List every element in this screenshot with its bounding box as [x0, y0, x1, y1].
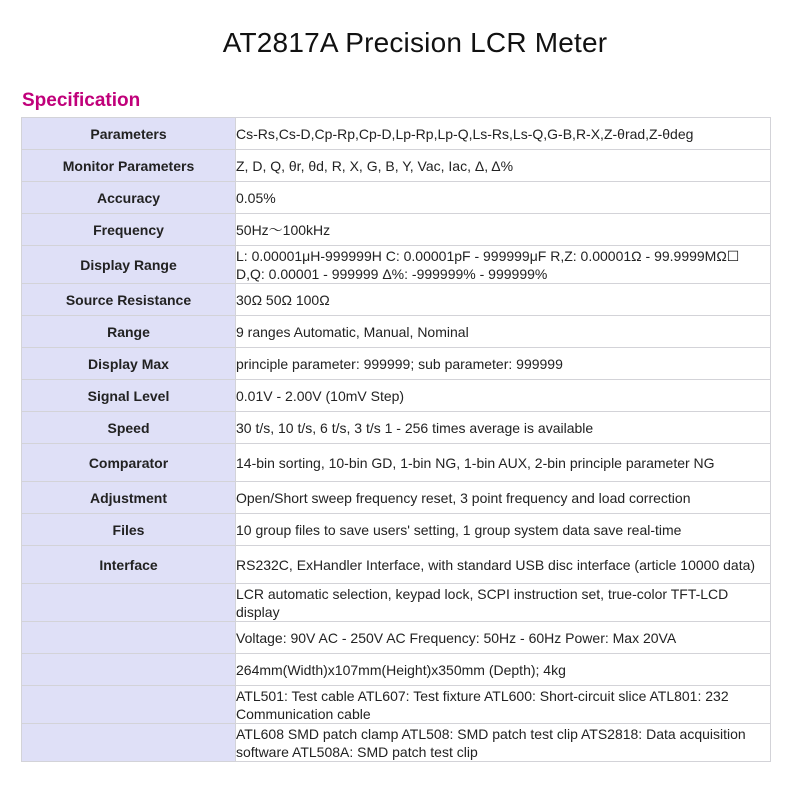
table-row — [22, 654, 771, 686]
table-row — [22, 686, 771, 724]
spec-value: 264mm(Width)x107mm(Height)x350mm (Depth); 4kg — [236, 654, 771, 686]
spec-label: Accuracy — [22, 182, 236, 214]
spec-value: L: 0.00001μH-999999H C: 0.00001pF - 999999μF R,Z: 0.00001Ω - 99.9999MΩ☐ D,Q: 0.00001 - 999999 Δ%: -999999% - 999999% — [236, 246, 771, 284]
spec-value: LCR automatic selection, keypad lock, SCPI instruction set, true-color TFT-LCD display — [236, 584, 771, 622]
spec-label — [22, 654, 236, 686]
spec-value: 0.05% — [236, 182, 771, 214]
spec-label: Comparator — [22, 444, 236, 482]
spec-label: Parameters — [22, 118, 236, 150]
spec-label: Monitor Parameters — [22, 150, 236, 182]
spec-value: Voltage: 90V AC - 250V AC Frequency: 50Hz - 60Hz Power: Max 20VA — [236, 622, 771, 654]
spec-value: Open/Short sweep frequency reset, 3 point frequency and load correction — [236, 482, 771, 514]
specification-table — [21, 117, 771, 762]
spec-value: Z, D, Q, θr, θd, R, X, G, B, Y, Vac, Iac, Δ, Δ% — [236, 150, 771, 182]
table-row — [22, 412, 771, 444]
spec-label: Speed — [22, 412, 236, 444]
spec-value: ATL501: Test cable ATL607: Test fixture ATL600: Short-circuit slice ATL801: 232 Communication cable — [236, 686, 771, 724]
spec-value: 10 group files to save users' setting, 1 group system data save real-time — [236, 514, 771, 546]
section-title-specification: Specification — [22, 90, 141, 111]
spec-label — [22, 686, 236, 724]
spec-label: Source Resistance — [22, 284, 236, 316]
spec-label — [22, 622, 236, 654]
table-row — [22, 316, 771, 348]
table-row — [22, 214, 771, 246]
spec-value: 0.01V - 2.00V (10mV Step) — [236, 380, 771, 412]
spec-label: Display Max — [22, 348, 236, 380]
spec-value: 30Ω 50Ω 100Ω — [236, 284, 771, 316]
spec-label: Adjustment — [22, 482, 236, 514]
table-row — [22, 380, 771, 412]
spec-label: Signal Level — [22, 380, 236, 412]
page-title: AT2817A Precision LCR Meter — [222, 27, 608, 58]
spec-label — [22, 584, 236, 622]
spec-label — [22, 724, 236, 762]
table-row — [22, 284, 771, 316]
spec-value: 30 t/s, 10 t/s, 6 t/s, 3 t/s 1 - 256 times average is available — [236, 412, 771, 444]
spec-value: 50Hz～100kHz — [236, 214, 771, 246]
spec-value: 14-bin sorting, 10-bin GD, 1-bin NG, 1-bin AUX, 2-bin principle parameter NG — [236, 444, 771, 482]
table-row — [22, 622, 771, 654]
table-row — [22, 482, 771, 514]
spec-value: 9 ranges Automatic, Manual, Nominal — [236, 316, 771, 348]
spec-value: RS232C, ExHandler Interface, with standard USB disc interface (article 10000 data) — [236, 546, 771, 584]
spec-label: Interface — [22, 546, 236, 584]
spec-label: Frequency — [22, 214, 236, 246]
table-row — [22, 118, 771, 150]
table-row — [22, 546, 771, 584]
table-row — [22, 150, 771, 182]
spec-label: Range — [22, 316, 236, 348]
table-row — [22, 584, 771, 622]
spec-value: principle parameter: 999999; sub parameter: 999999 — [236, 348, 771, 380]
table-row — [22, 514, 771, 546]
spec-label: Files — [22, 514, 236, 546]
table-row — [22, 246, 771, 284]
table-row — [22, 182, 771, 214]
spec-label: Display Range — [22, 246, 236, 284]
spec-value: Cs-Rs,Cs-D,Cp-Rp,Cp-D,Lp-Rp,Lp-Q,Ls-Rs,Ls-Q,G-B,R-X,Z-θrad,Z-θdeg — [236, 118, 771, 150]
table-row — [22, 348, 771, 380]
table-row — [22, 444, 771, 482]
table-row — [22, 724, 771, 762]
spec-value: ATL608 SMD patch clamp ATL508: SMD patch test clip ATS2818: Data acquisition software ATL508A: SMD patch test clip — [236, 724, 771, 762]
